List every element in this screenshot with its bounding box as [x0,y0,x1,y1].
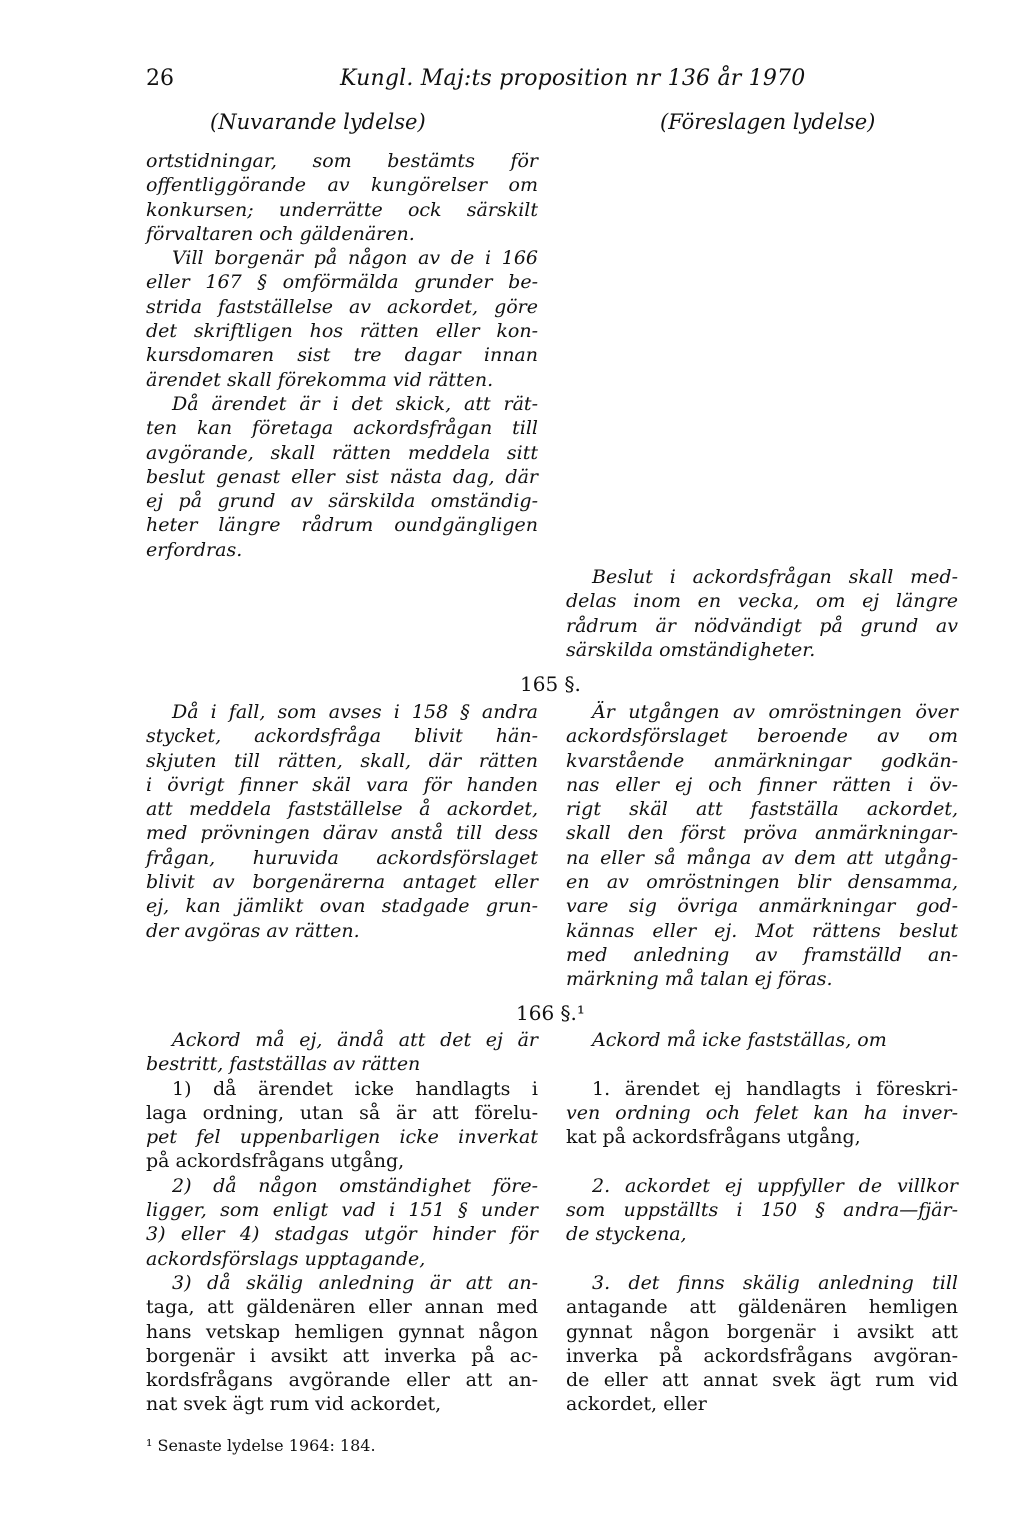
text-line: offentliggörande av kungörelser om [146,174,538,197]
text-line: ärendet skall förekomma vid rätten. [146,368,494,391]
text-line: taga, att gäldenären eller annan med [146,1296,538,1319]
text-line: konkursen; underrätte ock särskilt [146,198,538,221]
text-line: heter längre rådrum oundgängligen [146,514,538,537]
text-line: Ackord må icke fastställas, om [592,1029,887,1051]
text-line: ej på grund av särskilda omständig- [146,490,538,513]
text-line: särskilda omständigheter. [566,638,816,661]
proposed-wording-heading: (Föreslagen lydelse) [660,110,876,134]
text-line: rådrum är nödvändigt på grund av [566,614,958,637]
text-line: skjuten till rätten, skall, där rätten [146,749,538,772]
current-text-166 [146,1028,538,1417]
text-line: antagande att gäldenären hemligen [566,1296,958,1319]
text-line: 3) då skälig anledning är att an- [172,1271,538,1294]
text-line: kursdomaren sist tre dagar innan [146,344,538,367]
text-line: blivit av borgenärerna antaget eller [146,871,538,894]
text-line: det skriftligen hos rätten eller kon- [146,320,538,343]
current-text-165 [146,700,538,943]
text-line: med anledning av framställd an- [566,943,958,966]
current-text-164 [146,149,538,562]
text-line: Är utgången av omröstningen över [592,701,958,723]
text-line: kordsfrågans avgörande eller att an- [146,1369,538,1392]
text-line: de eller att annat svek ägt rum vid [566,1369,958,1392]
text-line: rigt skäl att fastställa ackordet, [566,798,958,821]
text-line: borgenär i avsikt att inverka på ac- [146,1344,538,1367]
text-line: de styckena, [566,1223,687,1246]
text-line: Då i fall, som avses i 158 § andra [172,701,538,723]
text-line: eller 167 § omförmälda grunder be- [146,271,538,294]
text-line: på ackordsfrågans utgång, [146,1150,405,1173]
text-line: ven ordning och felet kan ha inver- [566,1101,958,1124]
text-line [566,1247,958,1271]
text-line: 3. det finns skälig anledning till [592,1271,958,1294]
text-line: delas inom en vecka, om ej längre [566,590,958,613]
text-line: förvaltaren och gäldenären. [146,222,415,245]
current-wording-heading: (Nuvarande lydelse) [210,110,426,134]
text-line: ortstidningar, som bestämts för [146,150,538,172]
text-line: skall den först pröva anmärkningar- [566,822,958,845]
text-line: 3) eller 4) stadgas utgör hinder för [146,1223,538,1246]
text-line: ligger, som enligt vad i 151 § under [146,1199,538,1222]
page-number: 26 [146,66,174,91]
running-head: Kungl. Maj:ts proposition nr 136 år 1970 [340,66,806,91]
section-165-heading: 165 §. [520,672,581,696]
text-line: Vill borgenär på någon av de i 166 [172,247,538,270]
text-line: vare sig övriga anmärkningar god- [566,895,958,918]
text-line: Ackord må ej, ändå att det ej är [172,1029,538,1051]
text-line: ten kan företaga ackordsfrågan till [146,417,538,440]
text-line: som uppställts i 150 § andra—fjär- [566,1199,958,1222]
text-line: nat svek ägt rum vid ackordet, [146,1393,442,1416]
text-line: ackordet, eller [566,1393,707,1416]
text-line: 2. ackordet ej uppfyller de villkor [592,1174,958,1197]
text-line: frågan, huruvida ackordsförslaget [146,846,538,869]
text-line: ackordsförslags upptagande, [146,1247,426,1270]
text-line: ej, kan jämlikt ovan stadgade grun- [146,895,538,918]
text-line: 1. ärendet ej handlagts i föreskri- [592,1077,958,1100]
footnote: ¹ Senaste lydelse 1964: 184. [146,1436,376,1455]
text-line: Då ärendet är i det skick, att rät- [172,392,538,415]
text-line: nas eller ej och finner rätten i öv- [566,773,958,796]
text-line: 1) då ärendet icke handlagts i [172,1077,538,1100]
proposed-text-166 [566,1028,958,1417]
text-line: en av omröstningen blir densamma, [566,871,958,894]
text-line: laga ordning, utan så är att förelu- [146,1101,538,1124]
proposed-text-165 [566,700,958,992]
text-line: 2) då någon omständighet före- [172,1174,538,1197]
text-line: pet fel uppenbarligen icke inverkat [146,1126,538,1149]
text-line: i övrigt finner skäl vara för handen [146,773,538,796]
text-line [566,1052,958,1076]
text-line: märkning må talan ej föras. [566,968,833,991]
text-line: att meddela fastställelse å ackordet, [146,798,538,821]
text-line: gynnat någon borgenär i avsikt att [566,1320,958,1343]
text-line: strida fastställelse av ackordet, göre [146,295,538,318]
text-line: erfordras. [146,538,243,561]
text-line: ackordsförslaget beroende av om [566,725,958,748]
section-166-heading: 166 §.¹ [516,1001,585,1025]
proposed-text-164 [566,565,958,662]
text-line: kat på ackordsfrågans utgång, [566,1126,861,1149]
text-line: bestritt, fastställas av rätten [146,1053,421,1076]
text-line: med prövningen därav anstå till dess [146,822,538,845]
text-line: beslut genast eller sist nästa dag, där [146,465,538,488]
text-line: kvarstående anmärkningar godkän- [566,749,958,772]
text-line [566,1149,958,1173]
text-line: inverka på ackordsfrågans avgöran- [566,1344,958,1367]
text-line: kännas eller ej. Mot rättens beslut [566,919,958,942]
text-line: na eller så många av dem att utgång- [566,846,958,869]
text-line: der avgöras av rätten. [146,919,360,942]
text-line: avgörande, skall rätten meddela sitt [146,441,538,464]
text-line: Beslut i ackordsfrågan skall med- [592,566,958,588]
text-line: stycket, ackordsfråga blivit hän- [146,725,538,748]
text-line: hans vetskap hemligen gynnat någon [146,1320,538,1343]
